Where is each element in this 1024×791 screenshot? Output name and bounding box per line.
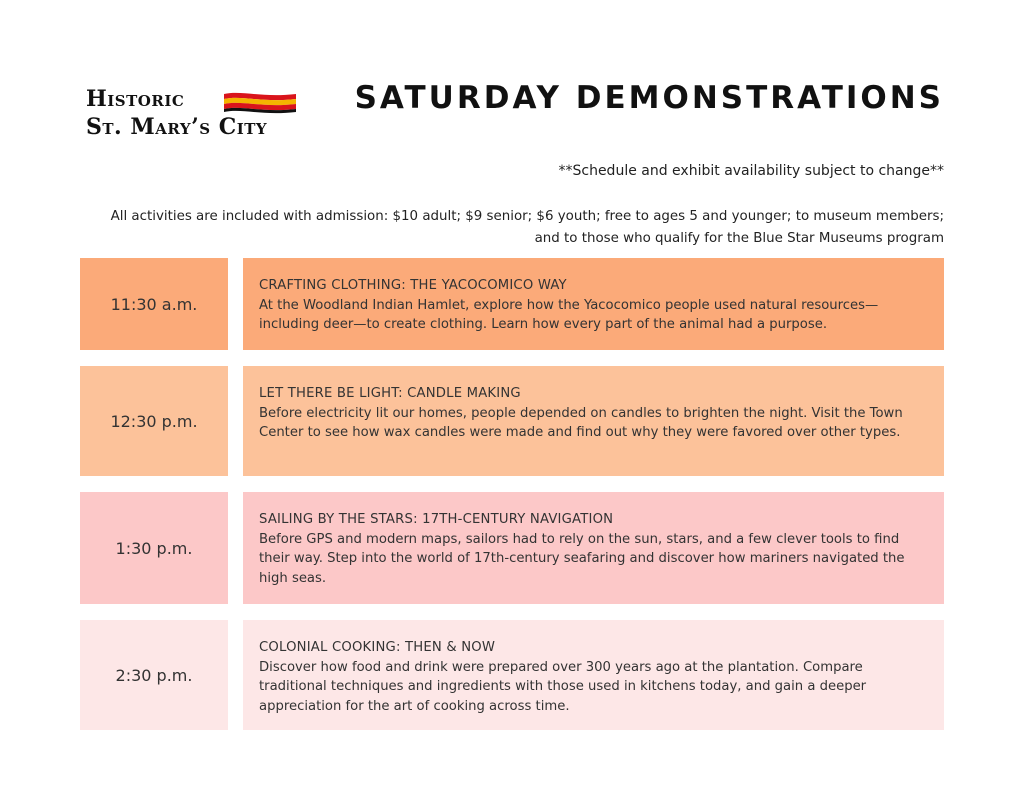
schedule-disclaimer: **Schedule and exhibit availability subject to change** <box>558 163 944 179</box>
event-description: Discover how food and drink were prepared over 300 years ago at the plantation. Compare traditional techniques and ingredients with those used in kitchens today, and gain a deeper appreciation for the art of cooking across time. <box>259 659 867 714</box>
event-title: COLONIAL COOKING: THEN & NOW <box>259 640 496 655</box>
time-slot: 12:30 p.m. <box>80 366 228 476</box>
schedule-row-3 <box>80 492 944 604</box>
event-title: SAILING BY THE STARS: 17TH-CENTURY NAVIGATION <box>259 512 614 527</box>
historic-st-marys-city-logo <box>86 86 306 146</box>
event-description-box <box>243 492 944 604</box>
time-slot: 2:30 p.m. <box>80 620 228 730</box>
event-description: Before GPS and modern maps, sailors had to rely on the sun, stars, and a few clever tools to find their way. Step into the world of 17th-century seafaring and discover how mariners navigated the high seas. <box>259 531 905 586</box>
event-description-box <box>243 366 944 476</box>
time-slot: 1:30 p.m. <box>80 492 228 604</box>
event-title: CRAFTING CLOTHING: THE YACOCOMICO WAY <box>259 278 567 293</box>
schedule-row-2 <box>80 366 944 476</box>
event-description: Before electricity lit our homes, people depended on candles to brighten the night. Visit the Town Center to see how wax candles were made and find out why they were favored over other types. <box>259 405 903 440</box>
admission-info <box>14 206 944 250</box>
page-title: SATURDAY DEMONSTRATIONS <box>354 80 944 116</box>
logo-text-line1: Historic <box>86 86 185 112</box>
logo-text-line2: St. Mary’s City <box>86 114 268 140</box>
schedule-row-1 <box>80 258 944 350</box>
admission-line-2: and to those who qualify for the Blue Star Museums program <box>534 231 944 246</box>
admission-line-1: All activities are included with admission: $10 adult; $9 senior; $6 youth; free to ages 5 and younger; to museum members; <box>110 209 944 224</box>
event-description-box <box>243 258 944 350</box>
time-slot: 11:30 a.m. <box>80 258 228 350</box>
schedule-row-4 <box>80 620 944 730</box>
event-description: At the Woodland Indian Hamlet, explore how the Yacocomico people used natural resources—including deer—to create clothing. Learn how every part of the animal had a purpose. <box>259 297 879 332</box>
event-title: LET THERE BE LIGHT: CANDLE MAKING <box>259 386 521 401</box>
flag-icon <box>222 90 298 116</box>
event-description-box <box>243 620 944 730</box>
